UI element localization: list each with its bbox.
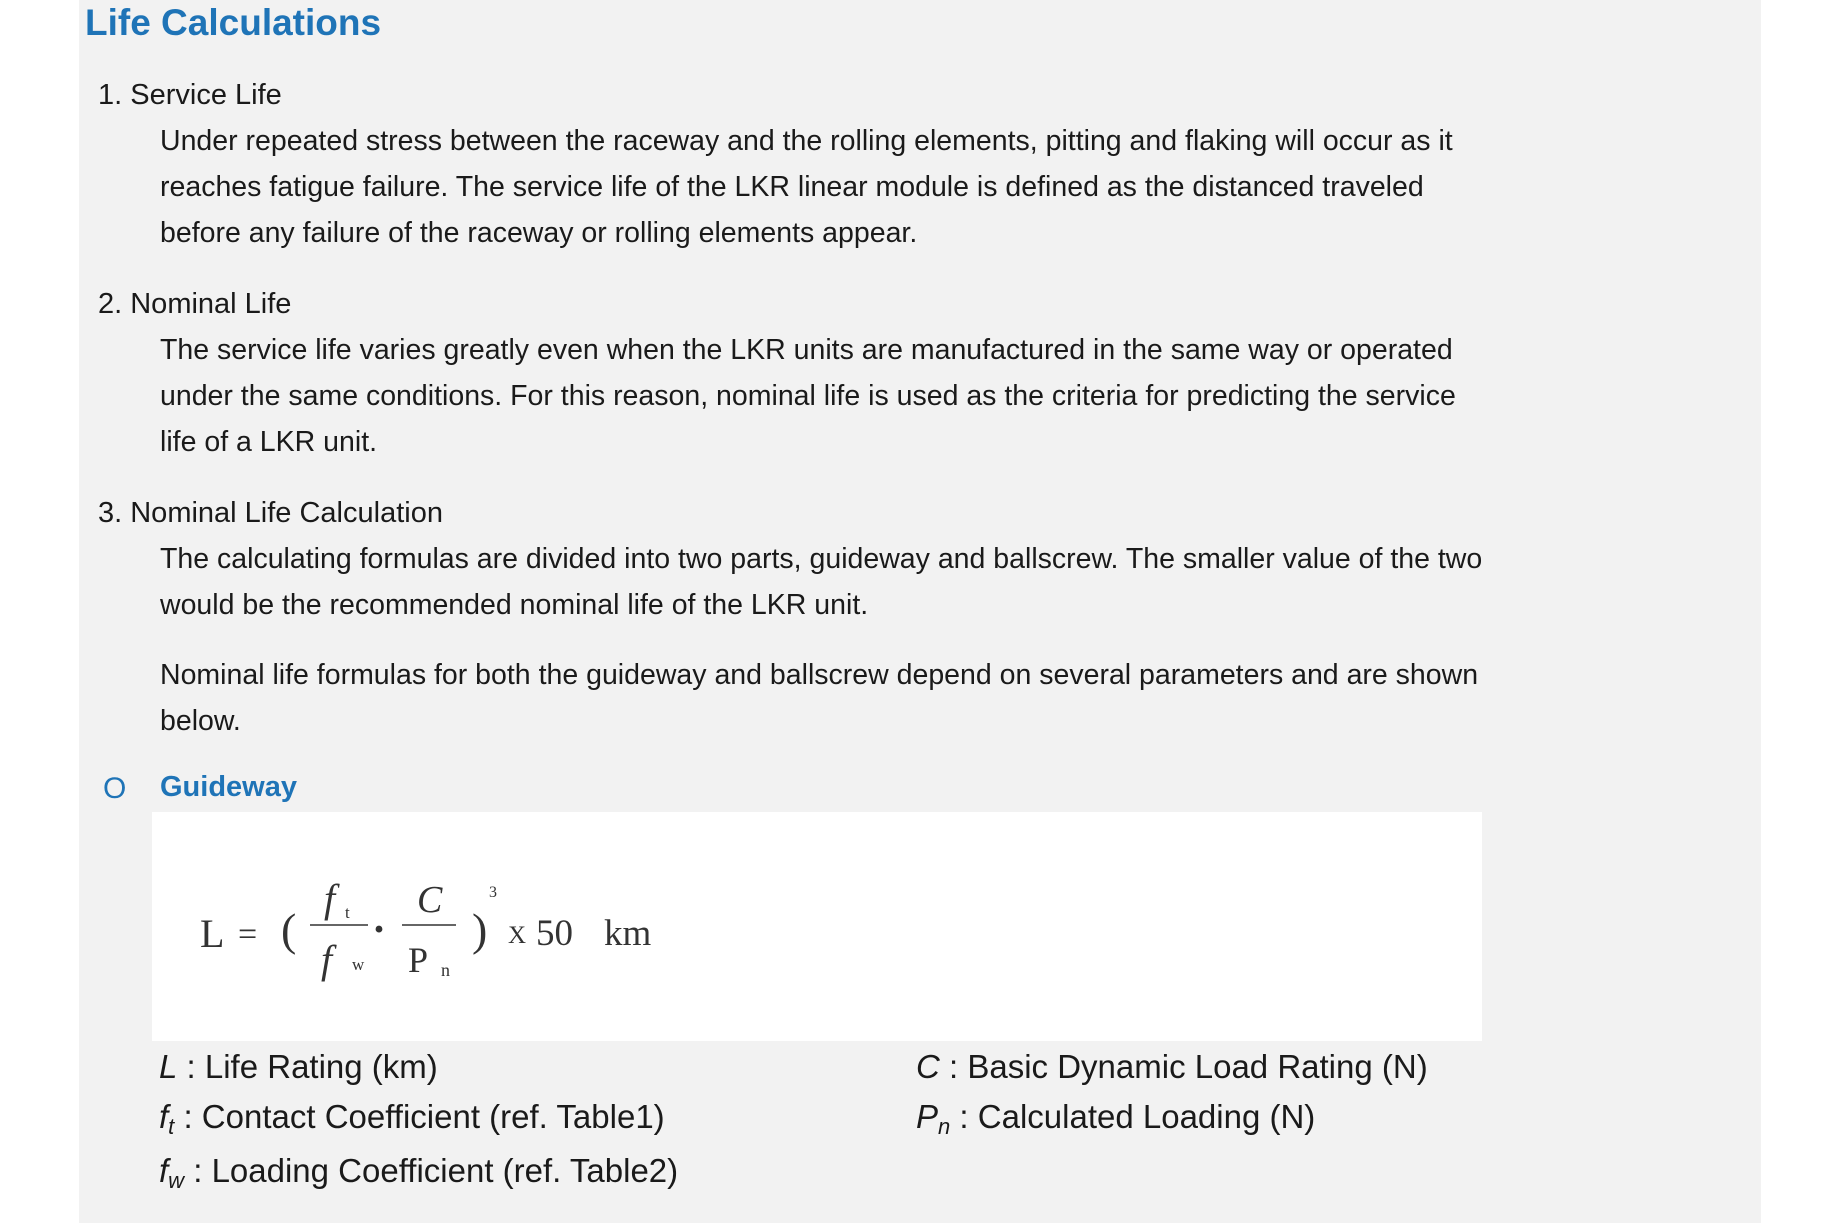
formula-pn-sub: n (441, 960, 450, 980)
legend-subscript: t (168, 1114, 175, 1139)
legend-symbol: P (916, 1098, 939, 1135)
legend-basic-dynamic-load-rating (916, 1048, 1428, 1086)
legend-description: : Life Rating (km) (177, 1048, 438, 1085)
calculation-text-line: Nominal life formulas for both the guideway and ballscrew depend on several parameters and are shown (160, 659, 1479, 691)
legend-symbol: L (159, 1048, 178, 1085)
calculation-text-line: would be the recommended nominal life of the LKR unit. (160, 589, 869, 621)
service-life-text-line: reaches fatigue failure. The service life of the LKR linear module is defined as the distanced traveled (160, 171, 1424, 203)
legend-calculated-loading (916, 1098, 1315, 1140)
section-heading-service-life: 1. Service Life (98, 79, 282, 111)
nominal-life-text-line: The service life varies greatly even when the LKR units are manufactured in the same way or operated (160, 334, 1453, 366)
guideway-heading: Guideway (160, 771, 297, 803)
legend-subscript: w (168, 1168, 185, 1193)
legend-life-rating (159, 1048, 438, 1086)
legend-description: : Calculated Loading (N) (950, 1098, 1316, 1135)
formula-equals: = (238, 916, 258, 953)
legend-symbol: C (916, 1048, 940, 1085)
nominal-life-text-line: under the same conditions. For this reason, nominal life is used as the criteria for predicting the service (160, 380, 1456, 412)
page-title: Life Calculations (85, 2, 382, 43)
formula-multiplier: 50 (536, 913, 573, 954)
section-heading-nominal-life: 2. Nominal Life (98, 288, 292, 320)
legend-subscript: n (938, 1114, 951, 1139)
legend-symbol: f (159, 1098, 169, 1135)
formula-c: C (417, 879, 443, 921)
formula-dot: · (372, 907, 387, 953)
legend-symbol: f (159, 1152, 169, 1189)
formula-unit: km (604, 913, 652, 954)
section-heading-nominal-life-calculation: 3. Nominal Life Calculation (98, 497, 443, 529)
formula-open-paren: ( (281, 904, 297, 955)
service-life-text-line: before any failure of the raceway or rolling elements appear. (160, 217, 918, 249)
bullet-circle-icon: O (103, 772, 127, 805)
calculation-text-line: below. (160, 705, 241, 737)
legend-loading-coefficient (159, 1152, 678, 1194)
guideway-life-formula (152, 812, 1482, 1041)
formula-ft-base: f (324, 876, 336, 921)
formula-lhs: L (200, 911, 225, 956)
legend-description: : Contact Coefficient (ref. Table1) (174, 1098, 665, 1135)
formula-box (152, 812, 1482, 1041)
formula-close-paren: ) (472, 904, 488, 955)
formula-exponent: 3 (489, 884, 497, 901)
nominal-life-text-line: life of a LKR unit. (160, 426, 378, 458)
formula-ft-sub: t (345, 903, 350, 922)
service-life-text-line: Under repeated stress between the raceway and the rolling elements, pitting and flaking will occur as it (160, 125, 1453, 157)
legend-description: : Basic Dynamic Load Rating (N) (939, 1048, 1428, 1085)
formula-fw-base: f (321, 937, 333, 982)
formula-pn-base: P (408, 940, 429, 980)
formula-times: X (508, 922, 527, 949)
legend-description: : Loading Coefficient (ref. Table2) (184, 1152, 679, 1189)
calculation-text-line: The calculating formulas are divided into two parts, guideway and ballscrew. The smaller value of the two (160, 543, 1483, 575)
formula-fw-sub: w (352, 955, 365, 974)
legend-contact-coefficient (159, 1098, 665, 1140)
